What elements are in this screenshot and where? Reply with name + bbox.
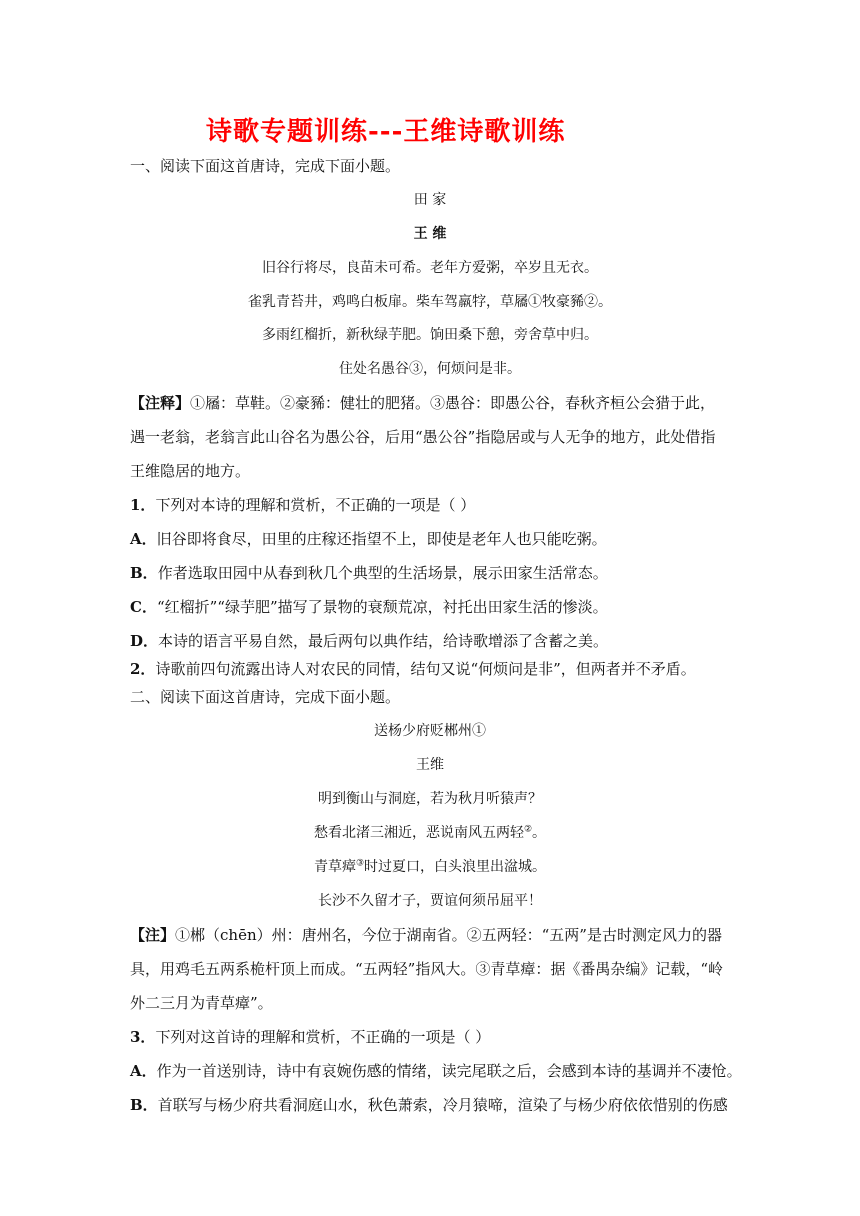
poem-1-author: 王 维 [413, 226, 447, 242]
poem-1-note-line [130, 393, 715, 413]
q3-option-a [130, 1061, 742, 1081]
option-text: 作者选取田园中从春到秋几个典型的生活场景，展示田家生活常态。 [157, 564, 608, 582]
q1-option-b [130, 563, 608, 583]
section-1-heading: 一、阅读下面这首唐诗，完成下面小题。 [130, 157, 401, 175]
poem-1-note-text: ①屩：草鞋。②豪豨：健壮的肥猪。③愚谷：即愚公谷，春秋齐桓公会猎于此， [190, 394, 716, 412]
poem-2-note-label: 【注】 [130, 926, 176, 944]
poem-2-line [130, 823, 730, 843]
footnote-marker: ③ [355, 858, 365, 869]
poem-1-note-label: 【注释】 [130, 394, 191, 412]
poem-line-text: 愁看北渚三湘近，恶说南风五两轻 [313, 825, 524, 841]
question-2-text: 诗歌前四句流露出诗人对农民的同情，结句又说“何烦问是非”，但两者并不矛盾。 [155, 660, 696, 678]
poem-line-text: 长沙不久留才子，贾谊何须吊屈平！ [318, 893, 542, 909]
poem-1-note-line: 遇一老翁，老翁言此山谷名为愚公谷，后用“愚公谷”指隐居或与人无争的地方，此处借指 [130, 428, 716, 446]
question-3-text: 下列对这首诗的理解和赏析，不正确的一项是（ ） [155, 1028, 491, 1046]
poem-2-line [130, 891, 730, 911]
question-1-number: 1． [130, 496, 156, 514]
option-text: 旧谷即将食尽，田里的庄稼还指望不上，即使是老年人也只能吃粥。 [156, 530, 607, 548]
question-3 [130, 1027, 490, 1047]
option-label: B． [130, 564, 158, 582]
option-text: 本诗的语言平易自然，最后两句以典作结，给诗歌增添了含蓄之美。 [158, 632, 609, 650]
poem-1-line: 住处名愚谷③，何烦问是非。 [339, 361, 521, 377]
poem-2-title: 送杨少府贬郴州① [374, 723, 486, 739]
q1-option-c [130, 597, 608, 617]
q1-option-d [130, 631, 608, 651]
poem-1-note-line: 王维隐居的地方。 [130, 462, 251, 480]
option-label: C． [130, 598, 157, 616]
poem-line-text: 。 [532, 825, 547, 841]
poem-1-line: 多雨红榴折，新秋绿芋肥。饷田桑下憩，旁舍草中归。 [262, 327, 598, 343]
option-label: A． [130, 1062, 157, 1080]
poem-1-line: 旧谷行将尽，良苗未可希。老年方爱粥，卒岁且无衣。 [262, 260, 598, 276]
option-text: 作为一首送别诗，诗中有哀婉伤感的情绪，读完尾联之后，会感到本诗的基调并不凄怆。 [156, 1062, 742, 1080]
poem-line-text: 青草瘴 [313, 859, 356, 875]
option-text: 首联写与杨少府共看洞庭山水，秋色萧索，冷月猿啼，渲染了与杨少府依依惜别的伤感 [157, 1096, 728, 1114]
poem-2-author: 王维 [416, 757, 444, 773]
question-2 [130, 659, 696, 679]
q3-option-b [130, 1095, 728, 1115]
q1-option-a [130, 529, 607, 549]
poem-2-note-line: 外二三月为青草瘴”。 [130, 994, 273, 1012]
option-text: “红榴折”“绿芋肥”描写了景物的衰颓荒凉，衬托出田家生活的惨淡。 [156, 598, 608, 616]
option-label: B． [130, 1096, 158, 1114]
poem-2-note-text: ①郴（chēn）州：唐州名，今位于湖南省。②五两轻：“五两”是古时测定风力的器 [175, 926, 722, 944]
poem-line-text: 时过夏口，白头浪里出湓城。 [364, 859, 547, 875]
footnote-marker: ② [523, 824, 533, 835]
poem-2-line [130, 857, 730, 877]
page-title: 诗歌专题训练---王维诗歌训练 [206, 117, 566, 147]
question-2-number: 2． [130, 660, 156, 678]
poem-1-title: 田 家 [413, 192, 447, 208]
question-1-text: 下列对本诗的理解和赏析，不正确的一项是（ ） [155, 496, 476, 514]
section-2-heading: 二、阅读下面这首唐诗，完成下面小题。 [130, 688, 401, 706]
poem-line-text: 明到衡山与洞庭，若为秋月听猿声？ [318, 791, 542, 807]
question-1 [130, 495, 475, 515]
poem-2-line [130, 789, 730, 809]
poem-2-note-line [130, 925, 722, 945]
question-3-number: 3． [130, 1028, 156, 1046]
option-label: D． [130, 632, 159, 650]
option-label: A． [130, 530, 157, 548]
poem-2-note-line: 具，用鸡毛五两系桅杆顶上而成。“五两轻”指风大。③青草瘴：据《番禺杂编》记载，“岭 [130, 960, 724, 978]
poem-1-line: 雀乳青苔井，鸡鸣白板扉。柴车驾羸牸，草屩①牧豪豨②。 [248, 294, 612, 310]
